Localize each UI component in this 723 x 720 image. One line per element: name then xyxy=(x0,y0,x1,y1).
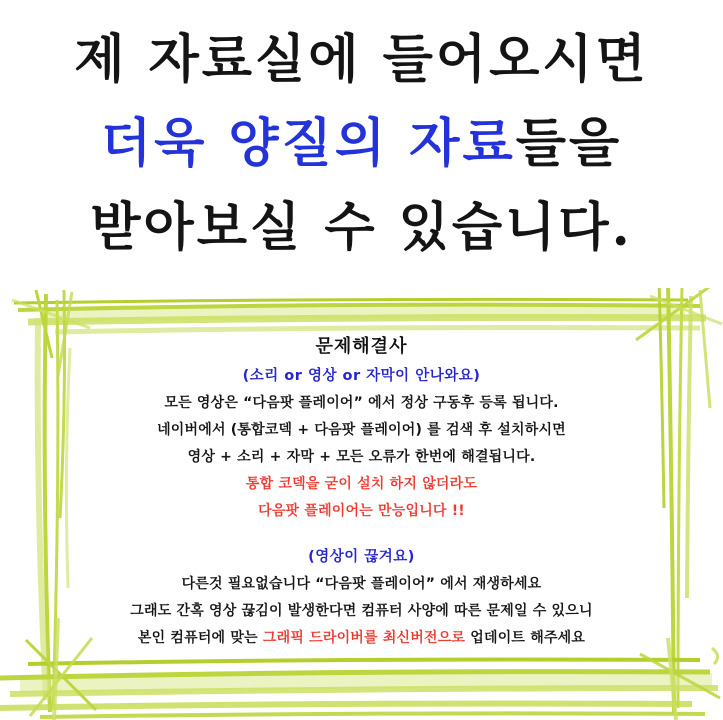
section1-warning-line: 다음팟 플레이어는 만능입니다 !! xyxy=(258,503,465,519)
section1-warning-line: 통합 코덱을 굳이 설치 하지 않더라도 xyxy=(245,476,478,492)
headline-line2-black: 들을 xyxy=(515,113,623,174)
last-line-prefix: 본인 컴퓨터에 맞는 xyxy=(137,630,263,646)
last-line-suffix: 업데이트 해주세요 xyxy=(465,630,586,646)
section1-heading: (소리 or 영상 or 자막이 안나와요) xyxy=(242,368,481,384)
section-gap xyxy=(0,525,723,543)
last-line-red: 그래픽 드라이버를 최신버전으로 xyxy=(262,630,466,646)
headline-line3: 받아보실 수 있습니다. xyxy=(90,197,633,258)
headline-line1: 제 자료실에 들어오시면 xyxy=(74,29,649,90)
section2-line: 그래도 간혹 영상 끊김이 발생한다면 컴퓨터 사양에 따른 문제일 수 있으니 xyxy=(130,603,593,619)
section1-line: 네이버에서 (통합코덱 + 다음팟 플레이어) 를 검색 후 설치하시면 xyxy=(157,422,566,438)
panel-content xyxy=(0,332,723,652)
section1-line: 영상 + 소리 + 자막 + 모든 오류가 한번에 해결됩니다. xyxy=(187,449,536,465)
section2-heading: (영상이 끊겨요) xyxy=(308,549,415,565)
panel-title: 문제해결사 xyxy=(315,336,408,357)
section2-last-line xyxy=(0,625,723,652)
section1-line: 모든 영상은 “다음팟 플레이어” 에서 정상 구동후 등록 됩니다. xyxy=(164,395,559,411)
section2-line: 다른것 필요없습니다 “다음팟 플레이어” 에서 재생하세요 xyxy=(181,576,542,592)
headline-line2-blue: 더욱 양질의 자료 xyxy=(100,113,516,174)
